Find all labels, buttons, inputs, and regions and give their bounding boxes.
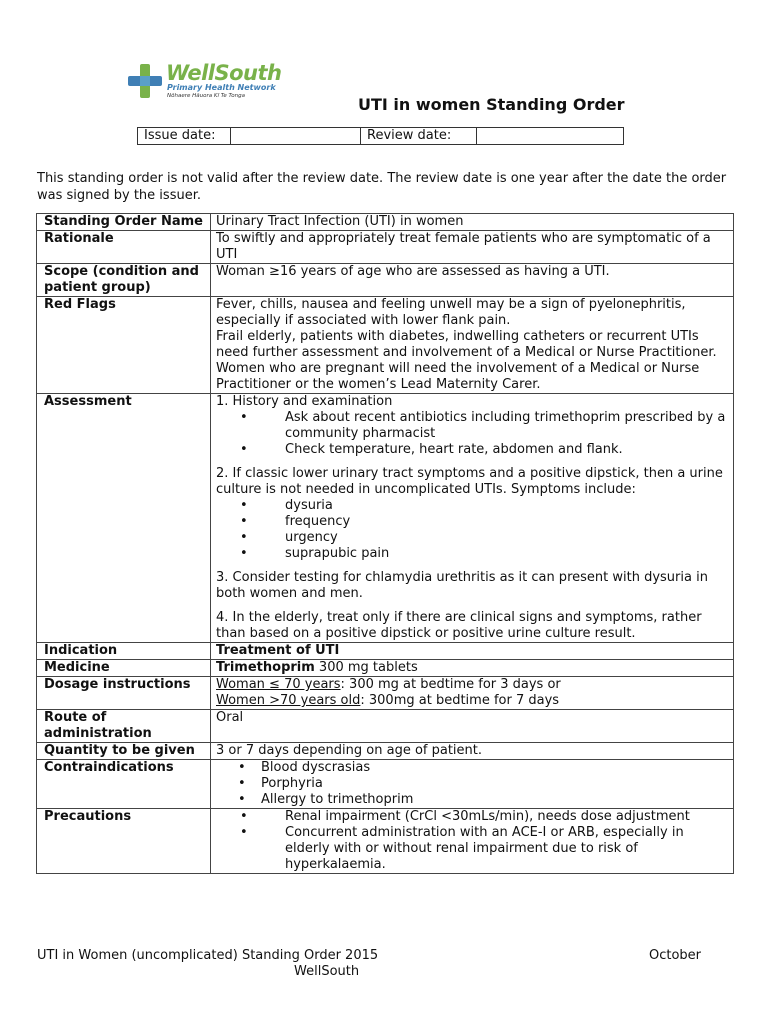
document-title: UTI in women Standing Order: [358, 95, 625, 114]
intro-paragraph: This standing order is not valid after the review date. The review date is one year after the date the order was signed by the issuer.: [37, 171, 727, 203]
logo-brand: WellSouth: [166, 61, 282, 85]
row-value: [211, 809, 734, 874]
list-item: • Renal impairment (CrCl <30mLs/min), needs dose adjustment: [216, 809, 728, 825]
medical-cross-icon: [126, 62, 164, 100]
row-quantity: [37, 743, 734, 760]
footer-date: October: [648, 948, 701, 963]
row-value: [211, 297, 734, 394]
row-value: [211, 643, 734, 660]
list-item: • suprapubic pain: [216, 546, 728, 562]
assessment-step: 3. Consider testing for chlamydia urethritis as it can present with dysuria in both women and men.: [216, 570, 708, 601]
contraindication-list: [216, 760, 728, 808]
review-date-label: Review date:: [361, 128, 477, 145]
row-label: Scope (condition and patient group): [37, 264, 211, 297]
dosage-text: : 300mg at bedtime for 7 days: [360, 693, 560, 708]
list-item: • Ask about recent antibiotics including trimethoprim prescribed by a community pharmacist: [216, 410, 728, 442]
row-label: Red Flags: [37, 297, 211, 394]
assessment-step: 1. History and examination: [216, 394, 393, 409]
red-flag-paragraph: Fever, chills, nausea and feeling unwell may be a sign of pyelonephritis, especially if associated with lower flank pain.: [216, 297, 686, 328]
row-scope: [37, 264, 734, 297]
row-label: Precautions: [37, 809, 211, 874]
row-rationale: [37, 231, 734, 264]
row-assessment: [37, 394, 734, 643]
dosage-group: Women >70 years old: [216, 693, 361, 708]
dates-table: [137, 127, 624, 145]
list-item: • Allergy to trimethoprim: [216, 792, 728, 808]
issue-date-label: Issue date:: [138, 128, 231, 145]
list-item: • urgency: [216, 530, 728, 546]
row-medicine: [37, 660, 734, 677]
drug-name: Trimethoprim: [216, 660, 315, 675]
row-value: Urinary Tract Infection (UTI) in women: [211, 214, 734, 231]
logo-tagline: Nōhaere Hāuora Kī Te Tonga: [167, 93, 245, 99]
row-label: Standing Order Name: [37, 214, 211, 231]
row-value: [211, 394, 734, 643]
row-value: 3 or 7 days depending on age of patient.: [211, 743, 734, 760]
list-item: • Porphyria: [216, 776, 728, 792]
row-name: [37, 214, 734, 231]
logo-subtitle: Primary Health Network: [167, 83, 276, 92]
row-label: Assessment: [37, 394, 211, 643]
assessment-step: 2. If classic lower urinary tract symptoms and a positive dipstick, then a urine culture is not needed in uncomplicated UTIs. Symptoms include:: [216, 466, 723, 497]
row-label: Medicine: [37, 660, 211, 677]
row-label: Rationale: [37, 231, 211, 264]
row-red-flags: [37, 297, 734, 394]
row-value: [211, 760, 734, 809]
footer-document-name: UTI in Women (uncomplicated) Standing Order 2015: [37, 948, 379, 963]
row-value: [211, 660, 734, 677]
wellsouth-logo: [126, 60, 296, 104]
row-precautions: [37, 809, 734, 874]
row-label: Contraindications: [37, 760, 211, 809]
row-label: Route of administration: [37, 710, 211, 743]
list-item: • Blood dyscrasias: [216, 760, 728, 776]
row-route: [37, 710, 734, 743]
row-label: Quantity to be given: [37, 743, 211, 760]
issue-date-field[interactable]: [231, 128, 361, 145]
row-value: To swiftly and appropriately treat female patients who are symptomatic of a UTI: [211, 231, 734, 264]
dosage-text: : 300 mg at bedtime for 3 days or: [340, 677, 561, 692]
footer-organisation: WellSouth: [294, 964, 360, 979]
list-item: • Concurrent administration with an ACE-I or ARB, especially in elderly with or without renal impairment due to risk of hyperkalaemia.: [216, 825, 728, 873]
row-value: Woman ≥16 years of age who are assessed as having a UTI.: [211, 264, 734, 297]
assessment-step: 4. In the elderly, treat only if there are clinical signs and symptoms, rather than based on a positive dipstick or positive urine culture result.: [216, 610, 702, 641]
row-contraindications: [37, 760, 734, 809]
list-item: • frequency: [216, 514, 728, 530]
review-date-field[interactable]: [477, 128, 624, 145]
dosage-group: Woman ≤ 70 years: [216, 677, 341, 692]
red-flag-paragraph: Frail elderly, patients with diabetes, indwelling catheters or recurrent UTIs need further assessment and involvement of a Medical or Nurse Practitioner.: [216, 329, 717, 360]
assessment-list: [216, 410, 728, 458]
indication-value: Treatment of UTI: [216, 643, 340, 658]
row-label: Dosage instructions: [37, 677, 211, 710]
list-item: • dysuria: [216, 498, 728, 514]
row-dosage: [37, 677, 734, 710]
red-flag-paragraph: Women who are pregnant will need the involvement of a Medical or Nurse Practitioner or the women’s Lead Maternity Carer.: [216, 361, 700, 392]
row-label: Indication: [37, 643, 211, 660]
row-value: [211, 677, 734, 710]
symptom-list: [216, 498, 728, 562]
row-indication: [37, 643, 734, 660]
row-value: Oral: [211, 710, 734, 743]
precaution-list: [216, 809, 728, 873]
list-item: • Check temperature, heart rate, abdomen and flank.: [216, 442, 728, 458]
standing-order-table: [36, 213, 734, 874]
drug-strength: 300 mg tablets: [314, 660, 418, 675]
